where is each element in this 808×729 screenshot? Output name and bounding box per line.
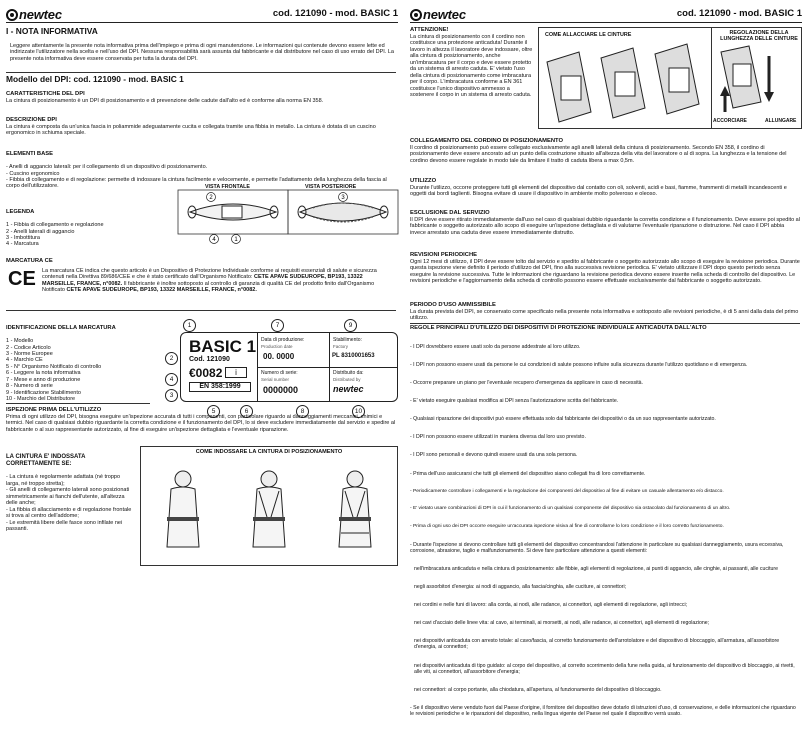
logo-ring-icon <box>6 9 18 21</box>
attention: ATTENZIONE! La cintura di posizionamento con il cordino non costituisce una protezione anticaduta! Durante il lavoro in altezza il lavoratore deve indossare, oltre alla cintura di posizionamento, anche un'imbracatura per il corpo e deve essere protetto da un sistema di arresto caduta. E' vietato l'uso della cintura di posizionamento come imbracatura per il corpo. L'imbracatura conforme a EN 361 costituisce l'unico dispositivo ammesso a sostenere il corpo in un sistema di arresto caduta. <box>410 27 533 99</box>
rule-item: nei connettori: al corpo portante, alla chiodatura, all'apertura, al funzionamento del dispositivo di bloccaggio. <box>414 686 662 693</box>
rule-item: - Durante l'ispezione si devono controllare tutti gli elementi del dispositivo concentrandosi l'attenzione in particolare su qualsiasi danneggiamento, usura eccessiva, corrosione, abrasione, taglio e malfunzionamento. Si deve fare particolare attenzione a questi elementi: <box>410 541 784 554</box>
wearing-illustration <box>141 457 399 567</box>
identification: IDENTIFICAZIONE DELLA MARCATURA 1 - Modello 2 - Codice Articolo 3 - Norme Europee 4 - Marchio CE 5 - N° Organismo Notificato di controllo 6 - Leggere la nota informativa 7 - Mese e anno di produzione 8 - Numero di serie 9 - Identificazione Stabilimento 10 - Marchio del Distributore <box>6 324 116 403</box>
label-model: BASIC 1 <box>189 337 257 356</box>
buckle-illustration <box>539 42 803 128</box>
callout-1: 1 <box>183 319 196 332</box>
brand-logo: newtec <box>6 7 62 22</box>
revision-section: REVISIONI PERIODICHE Ogni 12 mesi di utilizzo, il DPI deve essere tolto dal servizio e spedito al fabbricante o soggetto autorizzato allo scopo di eseguire la revisione periodica. Durante questa ispezione viene definito il periodo d'utilizzo del DPI, fino alla successiva revisione periodica. E' vietato utilizzare il DPI dopo questo periodo senza eseguire la revisione successiva. Tutte le informazioni che riguardano la revisione periodica devono essere inserite nella scheda di controllo del dispositivo. Le revisioni periodiche e l'aggiornamento della scheda di controllo possono essere effettuate esclusivamente dal fabbricante o soggetto autorizzato. <box>410 252 800 285</box>
product-code: cod. 121090 - mod. BASIC 1 <box>676 8 802 19</box>
rule-item: - I DPI sono personali e devono quindi essere usati da una sola persona. <box>410 452 578 459</box>
rule-item: - I DPI non possono essere utilizzati in maniera diversa dal loro uso previsto. <box>410 434 586 441</box>
rule-item: - E' vietato usare combinazioni di DPI in cui il funzionamento di un qualsiasi componente del dispositivo sia ostacolato dal funzionamento di un altro. <box>410 506 731 512</box>
lengthen-label: ALLUNGARE <box>765 118 797 124</box>
label-plant-val: PL 8310001653 <box>332 353 375 359</box>
base-section: ELEMENTI BASE - Anelli di aggancio laterali: per il collegamento di un dispositivo di posizionamento. - Cuscino ergonomico - Fibbia di collegamento e di regolazione: permette di indossare la cintura facilmente e velocemente, e permette l'adattamento della lunghezza della fascia al corpo dell'utilizzatore. <box>6 150 387 190</box>
rule-item: nell'imbracatura anticaduta e nella cintura di posizionamento: alle fibbie, agli elementi di regolazione, ai punti di aggancio, alle cinghie, ai passanti, alle cuciture <box>414 566 779 573</box>
label-plant-lbl: Stabilimento: <box>333 337 362 343</box>
label-dist-brand: newtec <box>333 384 364 394</box>
svg-text:1: 1 <box>234 237 238 243</box>
rule-item: - E' vietato eseguire qualsiasi modifica ai DPI senza l'autorizzazione scritta del fabbricante. <box>410 398 619 405</box>
lifetime-section: PERIODO D'USO AMMISSIBILE La durata prevista del DPI, se conservato come specificato nella presente nota informativa e sottoposto alle revisioni periodiche, è di 5 anni dalla data del primo utilizzo. <box>410 302 799 322</box>
label-date-val: 00. 0000 <box>263 352 295 361</box>
label-en: EN 358:1999 <box>189 382 251 392</box>
desc-section: DESCRIZIONE DPI La cintura è composta da un'unica fascia in poliammide adeguatamente cucita e collegata tramite una fibbia in metallo. La cintura è dotata di un cuscino ergonomico in schiuma speciale. <box>6 117 376 137</box>
rule-item: - Periodicamente controllare i collegamenti e la regolazione dei componenti del dispositivo al fine di evitare un casuale allentamento e/o distacco. <box>410 488 724 494</box>
label-date-sub: Production date <box>261 344 293 349</box>
divider <box>6 72 396 73</box>
right-header <box>410 3 802 23</box>
fig-back-caption: VISTA POSTERIORE <box>305 184 357 190</box>
label-dist-sub: Distributed by <box>333 377 361 382</box>
left-header <box>6 3 398 23</box>
legend: LEGENDA 1 - Fibbia di collegamento e regolazione 2 - Anelli laterali di aggancio 3 - Imbottitura 4 - Marcatura <box>6 208 104 248</box>
rule-item: nei cavi d'acciaio delle linee vita: al cavo, ai terminali, ai morsetti, ai nodi, alle radance, ai connettori, agli elementi di regolazione; <box>414 620 710 627</box>
callout-3: 3 <box>165 389 178 402</box>
rule-item: negli assorbitori d'energia: ai nodi di aggancio, alla fascia/cinghia, alle cuciture, ai connettori; <box>414 584 627 591</box>
intro-text: Leggere attentamente la presente nota informativa prima dell'impiego e prima di ogni manutenzione. Le informazioni qui contenute devono essere lette ed indirizzate l'utilizzatore nella scelta e nell'uso del DPI. Nessuna responsabilità sarà assunta dal fabbricante e dal distributore nel caso di uso errato del DPI. La presente nota informativa deve essere conservata per tutta la durata del DPI. <box>10 43 394 62</box>
label-ce: €0082 <box>189 366 223 380</box>
rule-item: - Prima dell'uso assicurarsi che tutti gli elementi del dispositivo siano collegati fra di loro correttamente. <box>410 470 646 477</box>
cord-section: COLLEGAMENTO DEL CORDINO DI POSIZIONAMENTO Il cordino di posizionamento può essere collegato esclusivamente agli anelli laterali della cintura di posizionamento. Secondo EN 358, il cordino di posizionamento deve essere ancorato ad un punto della costruzione situato all'altezza della vita del lavoratore o al di sopra. La lunghezza e la tensione del cordino devono essere regolate in modo tale da limitare il tratto di caduta libera a max 0,5m. <box>410 138 787 164</box>
rule-item: - Qualsiasi riparazione dei dispositivi può essere effettuata solo dal fabbricante dei dispositivi o da un suo rappresentante autorizzato. <box>410 416 716 423</box>
callout-10: 10 <box>352 405 365 418</box>
shorten-label: ACCORCIARE <box>713 118 747 124</box>
wearing-figure-title: COME INDOSSARE LA CINTURA DI POSIZIONAMENTO <box>195 449 343 455</box>
exclusion-section: ESCLUSIONE DAL SERVIZIO Il DPI deve essere ritirato immediatamente dall'uso nel caso di qualsiasi dubbio riguardante la corretta condizione e il funzionamento. Deve essere poi spedito al fabbricante o soggetto autorizzato allo scopo di eseguire un'ispezione dettagliata e di valutarne l'eventuale riparazione o distruzione. Nel caso il DPI abbia invece arrestato una caduta deve essere immediatamente distrutto. <box>410 210 800 236</box>
marking-label <box>180 332 398 402</box>
fasten-caption: COME ALLACCIARE LE CINTURE <box>545 32 632 38</box>
product-code: cod. 121090 - mod. BASIC 1 <box>272 8 398 19</box>
rule-item: - Occorre preparare un piano per l'eventuale recupero d'emergenza da applicare in caso di necessità. <box>410 380 643 387</box>
right-page <box>404 0 808 717</box>
label-dist-lbl: Distribuito da: <box>333 370 364 376</box>
rule-item: - Prima di ogni uso dei DPI occorre eseguire un'accurata ispezione visiva al fine di controllarne lo loro condizione e il loro corretto funzionamento. <box>410 524 724 530</box>
rules-list <box>410 332 800 729</box>
label-date-lbl: Data di produzione: <box>261 337 305 343</box>
callout-4: 4 <box>165 373 178 386</box>
callout-6: 6 <box>240 405 253 418</box>
fig-front-caption: VISTA FRONTALE <box>205 184 250 190</box>
divider <box>6 310 396 311</box>
belt-figure <box>178 190 400 245</box>
callout-2: 2 <box>165 352 178 365</box>
callout-8: 8 <box>296 405 309 418</box>
left-page <box>0 0 404 570</box>
inspection: ISPEZIONE PRIMA DELL'UTILIZZO Prima di ogni utilizzo del DPI, bisogna eseguire un'ispezione accurata di tutti i componenti, con particolare riguardo ai danneggiamenti meccanici, chimici e termici. Nel caso di qualsiasi dubbio riguardante la corretta condizione e il funzionamento del DPI, lo si deve escludere immediatamente dal servizio e spedire al fabbricante o al suo rappresentante autorizzato, al fine di eseguire un'ispezione dettagliata e l'eventuale riparazione. <box>6 407 396 433</box>
ce-heading: MARCATURA CE <box>6 258 53 264</box>
svg-text:2: 2 <box>209 195 213 201</box>
label-serial-lbl: Numero di serie: <box>261 370 298 376</box>
label-serial-sub: Serial number <box>261 377 290 382</box>
rules-section: REGOLE PRINCIPALI D'UTILIZZO DEI DISPOSITIVI DI PROTEZIONE INDIVIDUALE ANTICADUTA DALL'ALTO - I DPI dovrebbero essere usati solo da persone addestrate al loro utilizzo. - I DPI non possono essere usati da persone le cui condizioni di salute possono influire sulla sicurezza durante l'utilizzo quotidiano e di emergenza. - Occorre preparare un piano per l'eventuale recupero d'emergenza da applicare in caso di necessità. - E' vietato eseguire qualsiasi modifica ai DPI senza l'autorizzazione scritta del fabbricante. - Qualsiasi riparazione dei dispositivi può essere effettuata solo dal fabbricante dei dispositivi o da un suo rappresentante autorizzato. - I DPI non possono essere utilizzati in maniera diversa dal loro uso previsto. - I DPI sono personali e devono quindi essere usati da una sola persona. - Prima dell'uso assicurarsi che tutti gli elementi del dispositivo siano collegati fra di loro correttamente. - Periodicamente controllare i collegamenti e la regolazione dei componenti del dispositivo al fine di evitare un casuale allentamento e/o distacco. - E' vietato usare combinazioni di DPI in cui il funzionamento di un qualsiasi componente del dispositivo sia ostacolato dal funzionamento di un altro. - Prima di ogni uso dei DPI occorre eseguire un'accurata ispezione visiva al fine di controllarne lo loro condizione e il loro corretto funzionamento. - Durante l'ispezione si devono controllare tutti gli elementi del dispositivo concentrandosi l'attenzione in particolare su qualsiasi danneggiamento, usura eccessiva, corrosione, abrasione, taglio e malfunzionamento. Si deve fare particolare attenzione a questi elementi: nell'imbracatura anticaduta e nella cintura di posizionamento: alle fibbie, agli elementi di regolazione, ai punti di aggancio, alle cinghie, ai passanti, alle cuciture negli assorbitori d'energia: ai nodi di aggancio, alla fascia/cinghia, alle cuciture, ai connettori; nei cordini e nelle funi di lavoro: alla corda, ai nodi, alle radance, ai connettori, agli elementi di regolazione, agli intrecci; nei cavi d'acciaio delle linee vita: al cavo, ai terminali, ai morsetti, ai nodi, alle radance, ai connettori, agli elementi di regolazione; nei dispositivi anticaduta con arresto totale: al cavo/fascia, al corretto funzionamento dell'arrotolatore e del dispositivo di bloccaggio, all'armatura, all'assorbitore d'energia, ai connettori; nei dispositivi anticaduta di tipo guidato: al corpo del dispositivo, al corretto scorrimento della fune nella guida, al funzionamento del dispositivo di bloccaggio, ai rivetti, alle viti, ai connettori, all'assorbitore d'energia; nei connettori: al corpo portante, alla chiodatura, all'apertura, al funzionamento del dispositivo di bloccaggio. - Se il dispositivo viene venduto fuori dal Paese d'origine, il fornitore del dispositivo deve dotarlo di istruzioni d'uso, di conservazione, e delle informazioni che riguardano le revisioni periodiche e le riparazioni del dispositivo, nella lingua vigente del Paese nel quale il dispositivo verrà usato. <box>410 325 800 729</box>
rule-item: - I DPI dovrebbero essere usati solo da persone addestrate al loro utilizzo. <box>410 343 581 350</box>
rule-item: nei cordini e nelle funi di lavoro: alla corda, ai nodi, alle radance, ai connettori, agli elementi di regolazione, agli intrecci; <box>414 602 688 609</box>
adjust-caption: REGOLAZIONE DELLA LUNGHEZZA DELLE CINTURE <box>720 30 798 43</box>
divider <box>6 403 150 404</box>
char-section: CARATTERISTICHE DEL DPI La cintura di posizionamento è un DPI di posizionamento e di prevenzione delle cadute dall'alto ed è conforme alla norma EN 358. <box>6 91 324 104</box>
logo-ring-icon <box>410 9 422 21</box>
brand-logo: newtec <box>410 7 466 22</box>
divider <box>410 323 800 324</box>
svg-text:4: 4 <box>212 237 216 243</box>
callout-5: 5 <box>207 405 220 418</box>
read-manual-icon: i <box>225 367 247 378</box>
label-code: Cod. 121090 <box>189 356 230 363</box>
rule-item: nei dispositivi anticaduta con arresto totale: al cavo/fascia, al corretto funzionamento dell'arrotolatore e del dispositivo di bloccaggio, all'armatura, all'assorbitore d'energia, ai connettori; <box>414 638 780 651</box>
use-section: UTILIZZO Durante l'utilizzo, occorre proteggere tutti gli elementi del dispositivo dal contatto con oli, solventi, acidi e basi, fiamme, frammenti di metalli incandescenti e oggetti dai bordi taglienti. Bisogna evitare di usare il dispositivo in ambiente molto polveroso e oleoso. <box>410 178 787 198</box>
rule-item: nei dispositivi anticaduta di tipo guidato: al corpo del dispositivo, al corretto scorrimento della fune nella guida, al funzionamento del dispositivo di bloccaggio, ai rivetti, alle viti, ai connettori, all'assorbitore d'energia; <box>414 662 795 675</box>
label-plant-sub: Factory <box>333 344 349 349</box>
worn-correctly: LA CINTURA E' INDOSSATA CORRETTAMENTE SE: - La cintura è regolarmente adattata (né troppo larga, né troppo stretta); - Gli anelli di collegamento laterali sono posizionati simmetricamente ai fianchi dell'utente, all'altezza delle anche; - La fibbia di allacciamento e di regolazione frontale si trova al centro dell'addome; - Le estremità libere delle fasce sono infilate nei passanti. <box>6 453 132 533</box>
ce-text: La marcatura CE indica che questo articolo è un Dispositivo di Protezione Individuale conforme ai requisiti essenziali di salute e sicurezza contenuti nella Direttiva 89/686/CEE e che è stato certificato dall'Organismo Notificato: CETE APAVE SUDEUROPE, BP193, 13322 MARSEILLE, FRANCE, n°0082. Il fabbricante è inoltre sottoposto al controllo di garanzia di qualità CE del prodotto finito dall'Organismo Notificato CETE APAVE SUDEUROPE, BP193, 13322 MARSEILLE, FRANCE, n°0082. <box>42 268 377 294</box>
rule-item: - Se il dispositivo viene venduto fuori dal Paese d'origine, il fornitore del dispositivo deve dotarlo di istruzioni d'uso, di conservazione, e delle informazioni che riguardano le revisioni periodiche e le riparazioni del dispositivo, nella lingua vigente del Paese nel quale il dispositivo verrà usato. <box>410 704 796 717</box>
callout-7: 7 <box>271 319 284 332</box>
label-serial-val: 0000000 <box>263 385 299 395</box>
svg-text:3: 3 <box>341 195 345 201</box>
section-title: I - NOTA INFORMATIVA <box>6 26 98 36</box>
buckle-figure <box>538 27 802 129</box>
callout-9: 9 <box>344 319 357 332</box>
wearing-figure <box>140 446 398 566</box>
rule-item: - I DPI non possono essere usati da persone le cui condizioni di salute possono influire sulla sicurezza durante l'utilizzo quotidiano e di emergenza. <box>410 361 748 368</box>
ce-mark-icon: CE <box>8 268 36 290</box>
model-title: Modello del DPI: cod. 121090 - mod. BASIC 1 <box>6 74 184 84</box>
